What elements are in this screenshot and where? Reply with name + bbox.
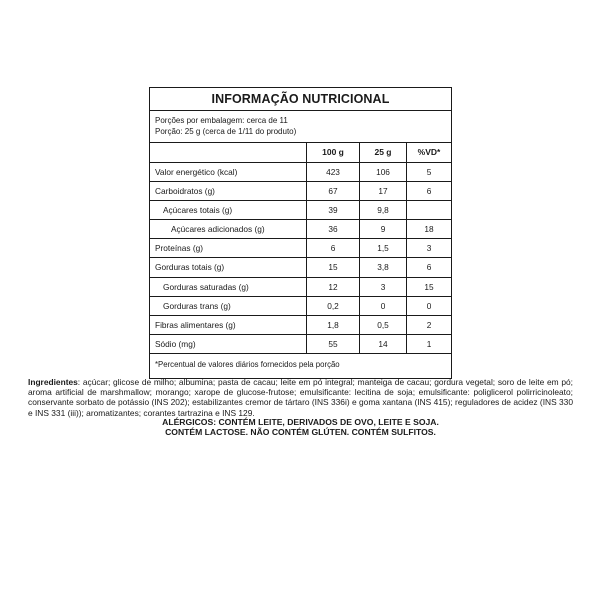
value-per-100g: 0,2 xyxy=(306,297,359,315)
table-row xyxy=(150,278,451,297)
ingredients-text: : açúcar; glicose de milho; albumina; pasta de cacau; leite em pó integral; manteiga de cacau; gordura vegetal; soro de leite em pó; aroma artificial de marshmallow; morango; xarope de glucose-frutose; emulsificante: lecitina de soja; emulsificante: poliglicerol polirricinoleato; conservante sorbato de potássio (INS 202); estabilizantes cremor de tártaro (INS 336i) e goma xantana (INS 415); reguladores de acidez (INS 330 e INS 331 (iii)); aromatizantes; corantes tartrazina e INS 129. xyxy=(28,377,573,418)
value-per-100g: 1,8 xyxy=(306,316,359,334)
nutrient-name: Sódio (mg) xyxy=(155,338,196,349)
value-vd: 15 xyxy=(406,278,451,296)
value-per-25g: 14 xyxy=(359,335,406,353)
value-vd: 18 xyxy=(406,220,451,238)
header-name xyxy=(150,143,306,162)
value-vd: 1 xyxy=(406,335,451,353)
value-vd: 3 xyxy=(406,239,451,257)
value-per-100g: 55 xyxy=(306,335,359,353)
value-per-25g: 0,5 xyxy=(359,316,406,334)
value-per-25g: 3 xyxy=(359,278,406,296)
allergens-block xyxy=(28,418,573,438)
value-per-100g: 15 xyxy=(306,258,359,276)
table-row xyxy=(150,220,451,239)
value-per-25g: 1,5 xyxy=(359,239,406,257)
table-row xyxy=(150,297,451,316)
allergens-line-1: ALÉRGICOS: CONTÉM LEITE, DERIVADOS DE OVO, LEITE E SOJA. xyxy=(162,417,439,427)
header-per-100g: 100 g xyxy=(306,143,359,162)
footnote: *Percentual de valores diários fornecidos pela porção xyxy=(155,359,340,369)
value-per-25g: 17 xyxy=(359,182,406,200)
ingredients-paragraph xyxy=(28,377,573,418)
nutrient-name: Valor energético (kcal) xyxy=(155,167,238,177)
nutrient-name: Gorduras saturadas (g) xyxy=(163,281,249,292)
nutrient-name: Gorduras totais (g) xyxy=(155,262,225,273)
table-row xyxy=(150,201,451,220)
value-per-100g: 423 xyxy=(306,163,359,181)
ingredients-label: Ingredientes xyxy=(28,377,78,387)
nutrition-title: INFORMAÇÃO NUTRICIONAL xyxy=(150,88,451,111)
nutrition-facts-table xyxy=(149,87,452,379)
value-per-100g: 67 xyxy=(306,182,359,200)
table-row xyxy=(150,182,451,201)
nutrient-rows xyxy=(150,163,451,354)
value-per-25g: 0 xyxy=(359,297,406,315)
value-vd xyxy=(406,201,451,219)
header-per-25g: 25 g xyxy=(359,143,406,162)
table-row xyxy=(150,163,451,182)
nutrient-name: Açúcares adicionados (g) xyxy=(171,224,265,235)
header-vd: %VD* xyxy=(406,143,451,162)
nutrient-name: Fibras alimentares (g) xyxy=(155,319,236,330)
value-per-100g: 12 xyxy=(306,278,359,296)
value-per-25g: 3,8 xyxy=(359,258,406,276)
value-vd: 2 xyxy=(406,316,451,334)
value-per-25g: 9,8 xyxy=(359,201,406,219)
serving-info xyxy=(150,111,451,143)
servings-per-package: Porções por embalagem: cerca de 11 xyxy=(155,116,288,125)
value-per-100g: 6 xyxy=(306,239,359,257)
value-per-100g: 36 xyxy=(306,220,359,238)
nutrient-name: Proteínas (g) xyxy=(155,243,203,254)
allergens-line-2: CONTÉM LACTOSE. NÃO CONTÉM GLÚTEN. CONTÉM SULFITOS. xyxy=(165,426,436,437)
column-header-row xyxy=(150,143,451,163)
nutrient-name: Carboidratos (g) xyxy=(155,186,215,197)
table-row xyxy=(150,239,451,258)
value-per-100g: 39 xyxy=(306,201,359,219)
table-row xyxy=(150,316,451,335)
nutrient-name: Gorduras trans (g) xyxy=(163,300,231,311)
table-row xyxy=(150,258,451,277)
value-vd: 6 xyxy=(406,182,451,200)
table-row xyxy=(150,335,451,354)
value-per-25g: 9 xyxy=(359,220,406,238)
value-per-25g: 106 xyxy=(359,163,406,181)
serving-size: Porção: 25 g (cerca de 1/11 do produto) xyxy=(155,127,297,136)
value-vd: 0 xyxy=(406,297,451,315)
value-vd: 6 xyxy=(406,258,451,276)
nutrient-name: Açúcares totais (g) xyxy=(163,205,233,216)
value-vd: 5 xyxy=(406,163,451,181)
